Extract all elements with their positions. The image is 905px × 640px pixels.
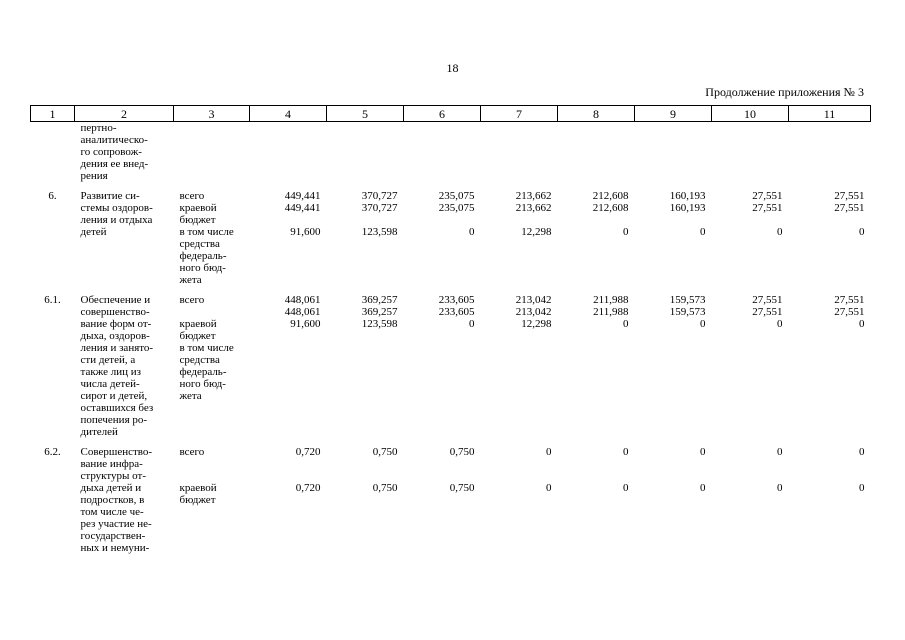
item-number-cell: 6.1. — [44, 294, 61, 306]
column-header-4: 4 — [250, 106, 327, 122]
item-name-cell: Совершенство- вание инфра- структуры от- дыха детей и подростков, в том числе че- рез участие не- государствен- ных и немуни- — [80, 446, 153, 554]
value-cell: 235,075 — [438, 190, 475, 202]
funding-source-cell: краевой бюджет — [179, 482, 217, 506]
funding-source-cell: всего — [179, 446, 205, 458]
value-cell: 159,573 159,573 0 — [669, 294, 706, 330]
value-cell: 27,551 — [834, 202, 865, 214]
continuation-row — [31, 122, 871, 183]
value-cell: 0 — [777, 226, 783, 238]
funding-source-cell: всего краевой бюджет в том числе средства федераль- ного бюд- жета — [179, 294, 234, 402]
column-header-10: 10 — [712, 106, 789, 122]
value-cell: 27,551 — [752, 202, 783, 214]
value-cell: 123,598 — [361, 226, 398, 238]
value-cell: 0 — [859, 226, 865, 238]
spacer-row — [31, 182, 871, 190]
empty-cell — [635, 122, 712, 183]
spacer-cell — [31, 182, 871, 190]
value-cell: 449,441 — [284, 190, 321, 202]
column-header-5: 5 — [327, 106, 404, 122]
column-header-7: 7 — [481, 106, 558, 122]
empty-cell — [327, 122, 404, 183]
item-number-cell: 6.2. — [44, 446, 61, 458]
value-cell: 0 — [859, 446, 865, 458]
value-cell: 369,257 369,257 123,598 — [361, 294, 398, 330]
value-cell: 370,727 — [361, 202, 398, 214]
value-cell: 213,662 — [515, 202, 552, 214]
value-cell: 212,608 — [592, 202, 629, 214]
value-cell: 0,750 — [449, 482, 475, 494]
value-cell: 0,720 — [295, 482, 321, 494]
value-cell: 0 — [777, 446, 783, 458]
value-cell: 0 — [700, 446, 706, 458]
spacer-row — [31, 438, 871, 446]
value-cell: 0,750 — [372, 482, 398, 494]
value-cell: 0,750 — [449, 446, 475, 458]
empty-cell — [789, 122, 871, 183]
value-cell: 12,298 — [521, 226, 552, 238]
column-number-header-row — [31, 106, 871, 122]
column-header-3: 3 — [174, 106, 250, 122]
table-row — [31, 294, 871, 438]
item-name-cell: пертно- аналитическо- го сопровож- дения ее внед- рения — [80, 122, 149, 182]
value-cell: 0 — [859, 482, 865, 494]
value-cell: 0 — [623, 446, 629, 458]
spacer-cell — [31, 438, 871, 446]
value-cell: 0 — [700, 226, 706, 238]
column-header-11: 11 — [789, 106, 871, 122]
page-number: 18 — [446, 61, 459, 75]
table-row — [31, 446, 871, 482]
column-header-8: 8 — [558, 106, 635, 122]
funding-source-cell: краевой бюджет — [179, 202, 217, 226]
value-cell: 212,608 — [592, 190, 629, 202]
value-cell: 160,193 — [669, 202, 706, 214]
value-cell: 235,075 — [438, 202, 475, 214]
column-header-1: 1 — [31, 106, 75, 122]
value-cell: 213,662 — [515, 190, 552, 202]
spacer-cell — [31, 286, 871, 294]
value-cell: 27,551 27,551 0 — [752, 294, 783, 330]
table-row — [31, 190, 871, 202]
value-cell: 449,441 — [284, 202, 321, 214]
value-cell: 0 — [469, 226, 475, 238]
value-cell: 0 — [623, 226, 629, 238]
value-cell: 27,551 27,551 0 — [834, 294, 865, 330]
value-cell: 27,551 — [752, 190, 783, 202]
empty-cell — [404, 122, 481, 183]
value-cell: 0,750 — [372, 446, 398, 458]
item-number-cell: 6. — [48, 190, 57, 202]
empty-cell — [174, 122, 250, 183]
value-cell: 213,042 213,042 12,298 — [515, 294, 552, 330]
empty-cell — [558, 122, 635, 183]
value-cell: 91,600 — [290, 226, 321, 238]
funding-source-cell: всего — [179, 190, 205, 202]
item-name-cell: Обеспечение и совершенство- вание форм от- дыха, оздоров- ления и занято- сти детей, а также лиц из числа детей- сирот и детей, оставшихся без попечения ро- дителей — [80, 294, 154, 438]
item-name-cell: Развитие си- стемы оздоров- ления и отдыха детей — [80, 190, 153, 238]
spacer-row — [31, 286, 871, 294]
value-cell: 0 — [546, 482, 552, 494]
value-cell: 0 — [700, 482, 706, 494]
column-header-2: 2 — [75, 106, 174, 122]
value-cell: 448,061 448,061 91,600 — [284, 294, 321, 330]
item-number-cell — [31, 122, 75, 183]
value-cell: 0 — [546, 446, 552, 458]
empty-cell — [481, 122, 558, 183]
column-header-9: 9 — [635, 106, 712, 122]
funding-source-cell: в том числе средства федераль- ного бюд- жета — [179, 226, 234, 286]
value-cell: 0 — [777, 482, 783, 494]
value-cell: 370,727 — [361, 190, 398, 202]
value-cell: 211,988 211,988 0 — [593, 294, 629, 330]
value-cell: 0,720 — [295, 446, 321, 458]
budget-table — [30, 105, 871, 554]
empty-cell — [250, 122, 327, 183]
value-cell: 160,193 — [669, 190, 706, 202]
value-cell: 233,605 233,605 0 — [438, 294, 475, 330]
value-cell: 27,551 — [834, 190, 865, 202]
value-cell: 0 — [623, 482, 629, 494]
empty-cell — [712, 122, 789, 183]
column-header-6: 6 — [404, 106, 481, 122]
appendix-continuation-note: Продолжение приложения № 3 — [705, 85, 864, 99]
